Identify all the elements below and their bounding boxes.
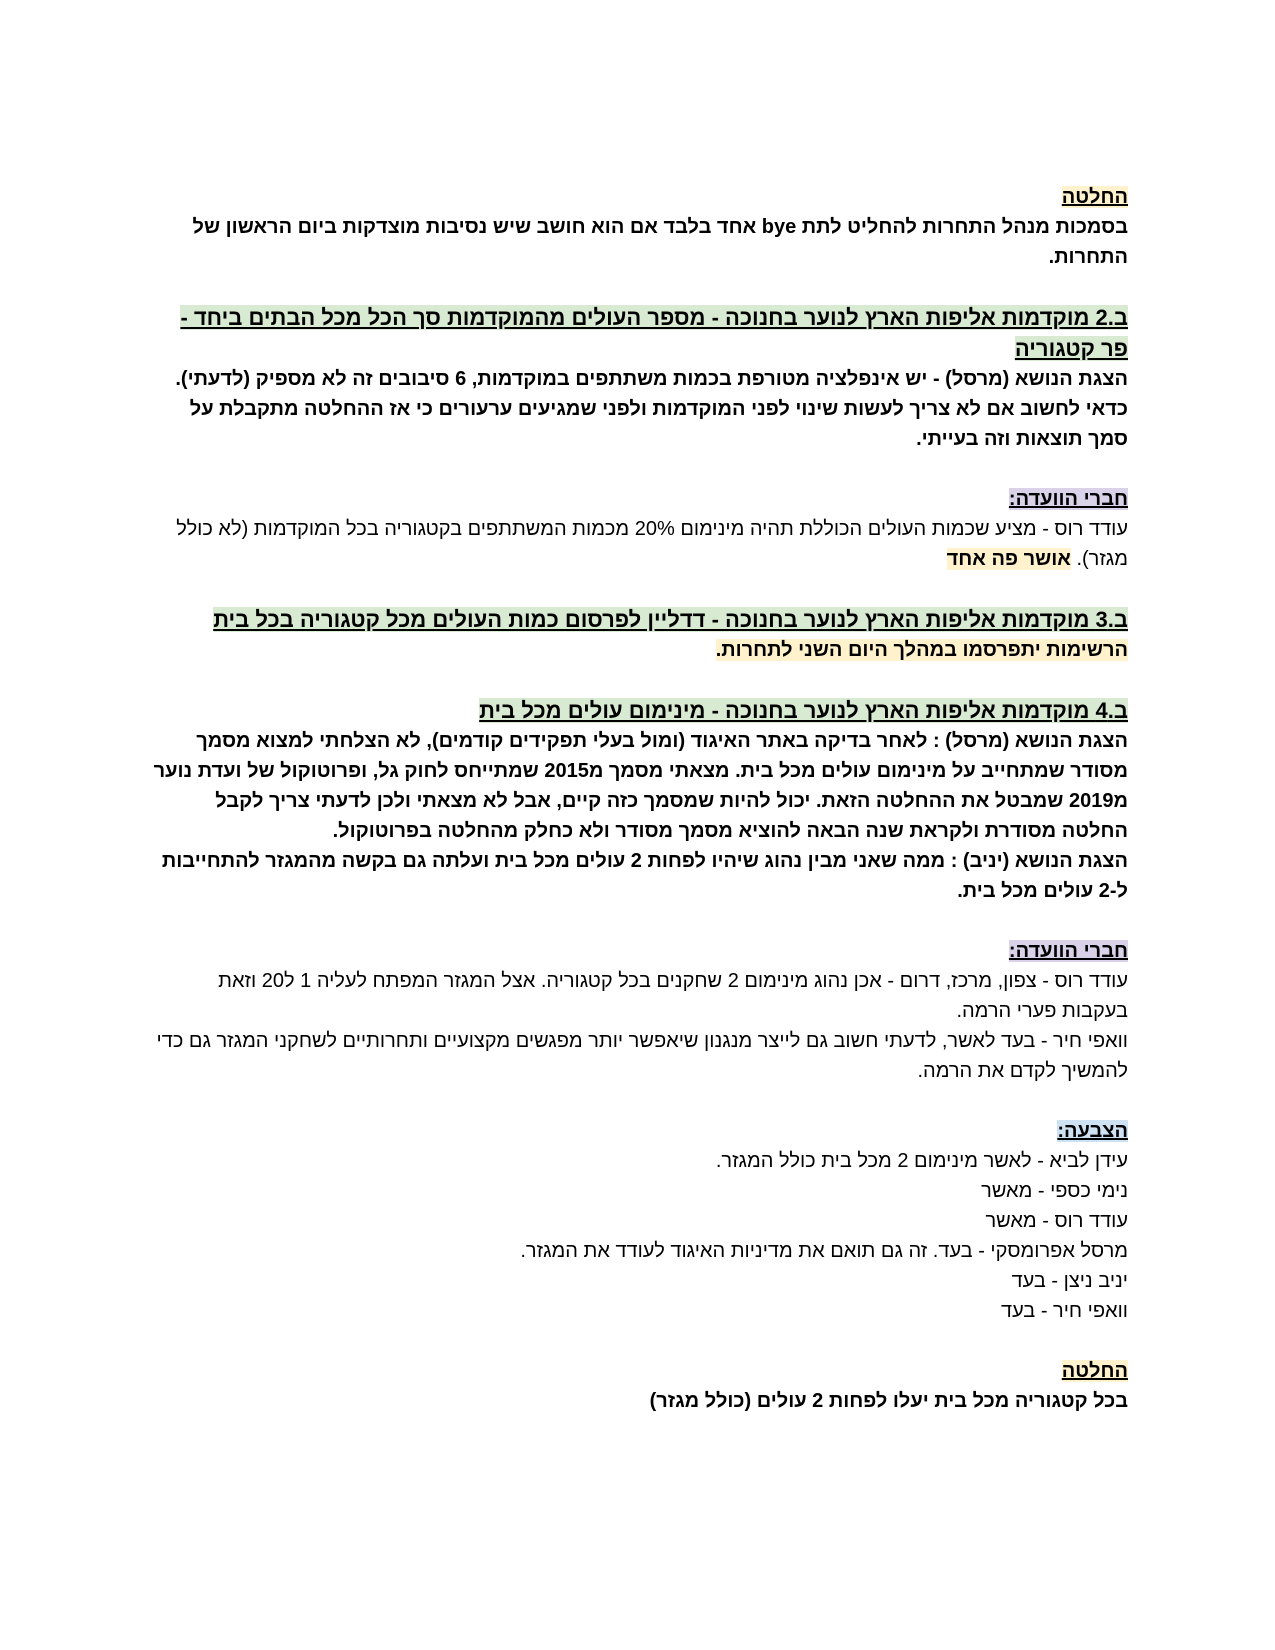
committee-label-b4: חברי הוועדה:: [1008, 940, 1128, 962]
section-text-b3: הרשימות יתפרסמו במהלך היום השני לתחרות.: [715, 639, 1128, 661]
vote-item: וואפי חיר - בעד: [1000, 1300, 1128, 1322]
section-heading-b3: ב.3 מוקדמות אליפות הארץ לנוער בחנוכה - דדליין לפרסום כמות העולים מכל קטגוריה בכל בית: [213, 607, 1128, 632]
committee-wafi: וואפי חיר - בעד לאשר, לדעתי חשוב גם לייצר מנגנון שיאפשר יותר מפגשים מקצועיים ותחרותיים לשחקני המגזר גם כדי להמשיך לקדם את הרמה.: [156, 1030, 1128, 1082]
decision-label-1: החלטה: [1061, 186, 1128, 208]
section-heading-b4: ב.4 מוקדמות אליפות הארץ לנוער בחנוכה - מינימום עולים מכל בית: [479, 698, 1128, 723]
committee-oded: עודד רוס - צפון, מרכז, דרום - אכן נהוג מינימום 2 שחקנים בכל קטגוריה. אצל המגזר המפתח לעליה 1 ל20 וזאת בעקבות פערי הרמה.: [218, 970, 1128, 1022]
topic-presentation-b2: הצגת הנושא (מרסל) - יש אינפלציה מטורפת בכמות משתתפים במוקדמות, 6 סיבובים זה לא מספיק (לדעתי). כדאי לחשוב אם לא צריך לעשות שינוי לפני המוקדמות ולפני שמגיעים ערעורים כי אז ההחלטה מתקבלת על סמך תוצאות וזה בעייתי.: [175, 368, 1128, 450]
document-body: [148, 182, 1128, 1416]
decision-label-b4: החלטה: [1061, 1360, 1128, 1382]
vote-item: עודד רוס - מאשר: [985, 1210, 1128, 1232]
section-heading-b2: ב.2 מוקדמות אליפות הארץ לנוער בחנוכה - מספר העולים מהמוקדמות סך הכל מכל הבתים ביחד - פר קטגוריה: [180, 305, 1128, 361]
committee-label-b2: חברי הוועדה:: [1008, 488, 1128, 510]
vote-item: נימי כספי - מאשר: [981, 1180, 1128, 1202]
topic-presentation-marcel: הצגת הנושא (מרסל) : לאחר בדיקה באתר האיגוד (ומול בעלי תפקידים קודמים), לא הצלחתי למצוא מסמך מסודר שמתחייב על מינימום עולים מכל בית. מצאתי מסמך מ2015 שמתייחס לחוק גל, ופרוטוקול של ועדת נוער מ2019 שמבטל את ההחלטה הזאת. יכול להיות שמסמך כזה קיים, אבל לא מצאתי ולכן לדעתי צריך לקבל החלטה מסודרת ולקראת שנה הבאה להוציא מסמך מסודר ולא כחלק מהחלטה בפרוטוקול.: [153, 730, 1128, 842]
vote-item: מרסל אפרומסקי - בעד. זה גם תואם את מדיניות האיגוד לעודד את המגזר.: [520, 1240, 1128, 1262]
decision-text-b4: בכל קטגוריה מכל בית יעלו לפחות 2 עולים (כולל מגזר): [649, 1390, 1128, 1412]
vote-item: יניב ניצן - בעד: [1011, 1270, 1128, 1292]
vote-item: עידן לביא - לאשר מינימום 2 מכל בית כולל המגזר.: [715, 1150, 1128, 1172]
vote-label: הצבעה:: [1057, 1120, 1128, 1142]
approval-badge: אושר פה אחד: [946, 548, 1071, 570]
committee-text-b2: עודד רוס - מציע שכמות העולים הכוללת תהיה מינימום 20% מכמות המשתתפים בקטגוריה בכל המוקדמות (לא כולל מגזר). אושר פה אחד: [176, 518, 1128, 570]
decision-text-1: בסמכות מנהל התחרות להחליט לתת bye אחד בלבד אם הוא חושב שיש נסיבות מוצדקות ביום הראשון של התחרות.: [192, 216, 1128, 268]
topic-presentation-yaniv: הצגת הנושא (יניב) : ממה שאני מבין נהוג שיהיו לפחות 2 עולים מכל בית ועלתה גם בקשה מהמגזר להתחייבות ל-2 עולים מכל בית.: [161, 850, 1128, 902]
